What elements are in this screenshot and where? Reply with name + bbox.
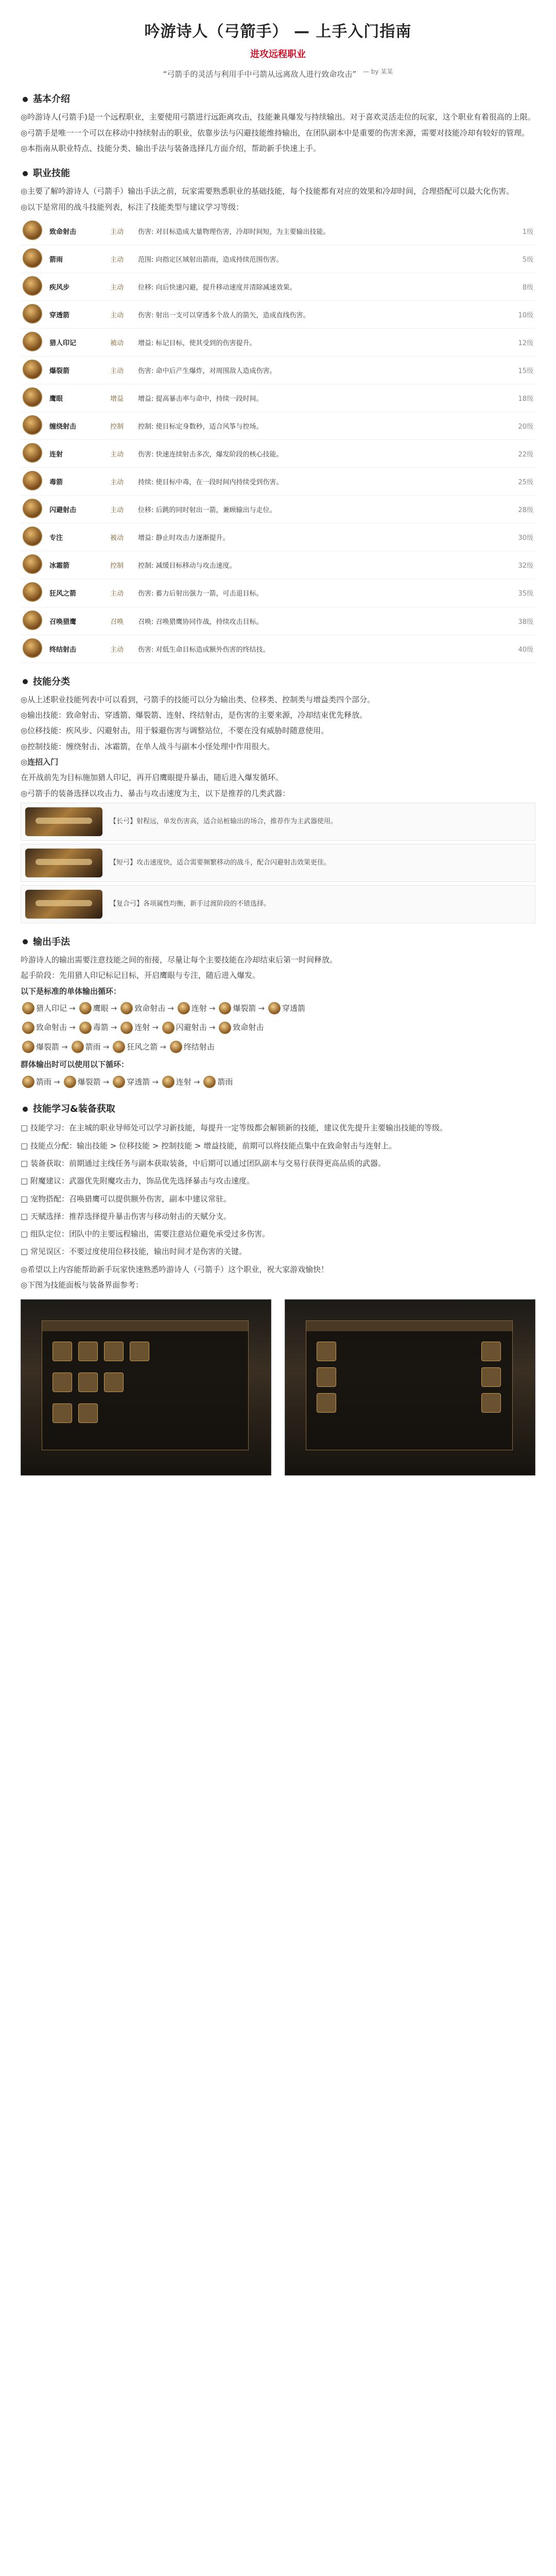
section-bullet-icon: [23, 939, 28, 944]
skill-name: 毒箭: [47, 468, 108, 496]
skill-desc: 伤害: 快速连续射击多次，爆发阶段的核心技能。: [136, 440, 511, 468]
skill-icon: [22, 1022, 34, 1034]
section-rotation-heading: [21, 935, 535, 950]
rotation-skill: 箭雨: [85, 1042, 101, 1052]
faq-item: □ 常见误区：不要过度使用位移技能，输出时间才是伤害的关键。: [21, 1247, 247, 1257]
skill-icon: [64, 1076, 76, 1088]
page-subtitle: 进攻远程职业: [250, 48, 306, 60]
skill-level: 28级: [511, 496, 535, 523]
rotation-skill: 穿透箭: [127, 1077, 150, 1087]
skill-name: 箭雨: [47, 245, 108, 273]
skill-row: [21, 496, 535, 523]
skill-name: 终结射击: [47, 635, 108, 663]
section-faq-heading: [21, 1101, 535, 1116]
skill-icon: [23, 554, 42, 574]
section-types-title: 技能分类: [33, 676, 70, 687]
bow-icon: [25, 849, 102, 877]
skill-row: [21, 523, 535, 551]
skill-tag: 主动: [108, 440, 136, 468]
skill-icon: [23, 443, 42, 463]
skill-tag: 控制: [108, 412, 136, 440]
screens-label: ◎下图为技能面板与装备界面参考：: [21, 1280, 144, 1290]
bow-icon: [25, 890, 102, 919]
rotation-skill: 猎人印记: [36, 1003, 67, 1013]
skill-name: 专注: [47, 523, 108, 551]
rotation-skill: 毒箭: [93, 1023, 109, 1032]
skill-level: 22级: [511, 440, 535, 468]
types-para: ◎控制技能：缠绕射击、冰霜箭，在单人战斗与副本小怪处理中作用很大。: [21, 741, 275, 751]
skill-desc: 伤害: 蓄力后射出强力一箭，可击退目标。: [136, 579, 511, 607]
arrow-icon: →: [69, 1023, 76, 1032]
quote-text: “弓箭手的灵活与利用手中弓箭从远离敌人进行致命攻击”: [163, 69, 357, 79]
rotation-skill: 终结射击: [183, 1042, 215, 1052]
skill-panel-screenshot: [21, 1299, 271, 1476]
skill-name: 鹰眼: [47, 384, 108, 412]
skill-icon: [23, 582, 42, 602]
closing-text: ◎希望以上内容能帮助新手玩家快速熟悉吟游诗人（弓箭手）这个职业，祝大家游戏愉快！: [21, 1264, 329, 1274]
skill-row: [21, 329, 535, 357]
arrow-icon: →: [110, 1023, 117, 1032]
skill-tag: 控制: [108, 551, 136, 579]
skill-level: 12级: [511, 329, 535, 357]
arrow-icon: →: [167, 1003, 174, 1013]
skill-icon: [23, 248, 42, 268]
skill-level: 30级: [511, 523, 535, 551]
skill-level: 10级: [511, 300, 535, 328]
skill-icon: [23, 499, 42, 518]
skill-tag: 主动: [108, 217, 136, 245]
skill-desc: 伤害: 射出一支可以穿透多个敌人的箭矢，造成直线伤害。: [136, 300, 511, 328]
gear-intro: ◎弓箭手的装备选择以攻击力、暴击与攻击速度为主，以下是推荐的几类武器：: [21, 788, 290, 798]
skill-desc: 持续: 使目标中毒，在一段时间内持续受到伤害。: [136, 468, 511, 496]
section-skills-heading: [21, 166, 535, 181]
types-para: ◎位移技能：疾风步、闪避射击，用于躲避伤害与调整站位，不要在没有威胁时随意使用。: [21, 726, 329, 736]
skill-icon: [22, 1041, 34, 1053]
section-types-heading: [21, 674, 535, 689]
intro-para: ◎弓箭手是唯一一个可以在移动中持续射击的职业，依靠步法与闪避技能维持输出，在团队副本中是重要的伤害来源，需要对技能冷却有较好的管理。: [21, 128, 530, 138]
section-skills-title: 职业技能: [33, 168, 70, 179]
skill-tag: 主动: [108, 468, 136, 496]
skill-icon: [72, 1041, 84, 1053]
types-para: ◎输出技能：致命射击、穿透箭、爆裂箭、连射、终结射击，是伤害的主要来源，冷却结束优先释放。: [21, 710, 368, 720]
skill-desc: 位移: 后跳的同时射出一箭，兼顾输出与走位。: [136, 496, 511, 523]
skill-name: 闪避射击: [47, 496, 108, 523]
rotation-skill: 爆裂箭: [77, 1077, 101, 1087]
skill-desc: 伤害: 命中后产生爆炸，对周围敌人造成伤害。: [136, 357, 511, 384]
skill-icon: [219, 1002, 231, 1014]
skill-row: [21, 384, 535, 412]
skill-icon: [23, 304, 42, 324]
skill-level: 32级: [511, 551, 535, 579]
arrow-icon: →: [102, 1077, 110, 1087]
rotation-skill: 穿透箭: [282, 1003, 305, 1013]
faq-item: □ 组队定位：团队中的主要远程输出，需要注意站位避免承受过多伤害。: [21, 1229, 270, 1239]
skill-level: 40级: [511, 635, 535, 663]
section-bullet-icon: [23, 679, 28, 684]
arrow-icon: →: [61, 1042, 68, 1052]
skill-icon: [79, 1022, 92, 1034]
skill-desc: 范围: 向指定区域射出箭雨，造成持续范围伤害。: [136, 245, 511, 273]
skill-icon: [23, 415, 42, 435]
skill-row: [21, 412, 535, 440]
faq-list: [21, 1122, 535, 1258]
gear-item: [21, 844, 535, 882]
section-bullet-icon: [23, 171, 28, 176]
rotation-skill: 连射: [134, 1023, 150, 1032]
rotation-skill: 箭雨: [36, 1077, 52, 1087]
rotation-skill: 爆裂箭: [36, 1042, 60, 1052]
arrow-icon: →: [69, 1003, 76, 1013]
skill-tag: 主动: [108, 245, 136, 273]
skill-tag: 增益: [108, 384, 136, 412]
skill-icon: [23, 221, 42, 240]
gear-item: [21, 803, 535, 841]
skill-tag: 主动: [108, 496, 136, 523]
skill-tag: 召唤: [108, 607, 136, 635]
rotation-skill: 致命射击: [134, 1003, 166, 1013]
rotation-cycles: [21, 1001, 535, 1056]
skill-desc: 伤害: 对目标造成大量物理伤害，冷却时间短，为主要输出技能。: [136, 217, 511, 245]
rotation-skill: 致命射击: [233, 1023, 264, 1032]
skill-name: 疾风步: [47, 273, 108, 300]
gear-text: 【长弓】射程远，单发伤害高，适合站桩输出的场合，推荐作为主武器使用。: [110, 818, 338, 826]
section-intro-title: 基本介绍: [33, 94, 70, 105]
skill-name: 狂风之箭: [47, 579, 108, 607]
skill-icon: [113, 1041, 125, 1053]
skills-intro-para: ◎以下是常用的战斗技能列表，标注了技能类型与建议学习等级：: [21, 202, 244, 212]
skill-name: 致命射击: [47, 217, 108, 245]
arrow-icon: →: [193, 1077, 200, 1087]
skill-row: [21, 245, 535, 273]
arrow-icon: →: [152, 1077, 159, 1087]
aoe-cycle: [21, 1074, 535, 1091]
rotation-skill: 鹰眼: [93, 1003, 109, 1013]
skill-icon: [268, 1002, 281, 1014]
arrow-icon: →: [208, 1003, 216, 1013]
arrow-icon: →: [258, 1003, 265, 1013]
skill-icon: [219, 1022, 231, 1034]
rotation-skill: 闪避射击: [176, 1023, 207, 1032]
rotation-para: 起手阶段：先用猎人印记标记目标，开启鹰眼与专注，随后进入爆发。: [21, 971, 260, 980]
page-title: 吟游诗人（弓箭手） — 上手入门指南: [144, 23, 412, 41]
skill-level: 20级: [511, 412, 535, 440]
skill-desc: 控制: 使目标定身数秒，适合风筝与控场。: [136, 412, 511, 440]
skill-desc: 控制: 减缓目标移动与攻击速度。: [136, 551, 511, 579]
types-para: ◎从上述职业技能列表中可以看到，弓箭手的技能可以分为输出类、位移类、控制类与增益类四个部分。: [21, 694, 375, 704]
rotation-row: [21, 1001, 535, 1017]
skill-icon: [120, 1002, 133, 1014]
skill-desc: 位移: 向后快速闪避，提升移动速度并清除减速效果。: [136, 273, 511, 300]
skill-icon: [23, 638, 42, 658]
skill-row: [21, 300, 535, 328]
section-intro-heading: [21, 92, 535, 107]
skill-icon: [23, 276, 42, 296]
gear-text: 【短弓】攻击速度快，适合需要频繁移动的战斗，配合闪避射击效果更佳。: [110, 859, 331, 867]
skill-desc: 召唤: 召唤猎鹰协同作战，持续攻击目标。: [136, 607, 511, 635]
skill-level: 25级: [511, 468, 535, 496]
faq-item: □ 宠物搭配：召唤猎鹰可以提供额外伤害，副本中建议常驻。: [21, 1194, 231, 1204]
faq-item: □ 附魔建议：武器优先附魔攻击力，饰品优先选择暴击与攻击速度。: [21, 1176, 254, 1186]
skill-icon: [162, 1022, 175, 1034]
skill-name: 召唤猎鹰: [47, 607, 108, 635]
skill-row: [21, 440, 535, 468]
rotation-row: [21, 1020, 535, 1036]
skill-name: 穿透箭: [47, 300, 108, 328]
arrow-icon: →: [110, 1003, 117, 1013]
intro-para: ◎吟游诗人(弓箭手)是一个远程职业，主要使用弓箭进行远距离攻击，技能兼具爆发与持续输出。对于喜欢灵活走位的玩家，这个职业有着很高的上限。: [21, 112, 535, 122]
skill-tag: 主动: [108, 579, 136, 607]
arrow-icon: →: [102, 1042, 110, 1052]
skill-icon: [23, 360, 42, 379]
skill-tag: 主动: [108, 300, 136, 328]
skill-level: 18级: [511, 384, 535, 412]
skill-icon: [113, 1076, 125, 1088]
skill-name: 猎人印记: [47, 329, 108, 357]
skill-row: [21, 635, 535, 663]
skill-icon: [203, 1076, 216, 1088]
cycle-label: 以下是标准的单体输出循环：: [21, 986, 121, 996]
gear-text: 【复合弓】各项属性均衡，新手过渡阶段的不错选择。: [110, 900, 271, 908]
rotation-row: [21, 1074, 535, 1091]
intro-para: ◎本指南从职业特点、技能分类、输出手法与装备选择几方面介绍，帮助新手快速上手。: [21, 143, 321, 153]
skill-desc: 伤害: 对低生命目标造成额外伤害的终结技。: [136, 635, 511, 663]
skill-row: [21, 468, 535, 496]
rotation-skill: 爆裂箭: [233, 1003, 256, 1013]
skill-tag: 主动: [108, 635, 136, 663]
arrow-icon: →: [160, 1042, 166, 1052]
rotation-skill: 狂风之箭: [127, 1042, 158, 1052]
skill-level: 5级: [511, 245, 535, 273]
skills-intro-para: ◎主要了解吟游诗人（弓箭手）输出手法之前，玩家需要熟悉职业的基础技能，每个技能都有对应的效果和冷却时间，合理搭配可以最大化伤害。: [21, 187, 514, 196]
skill-icon: [120, 1022, 133, 1034]
combo-title: ◎连招入门: [21, 757, 59, 767]
skill-row: [21, 217, 535, 245]
rotation-skill: 致命射击: [36, 1023, 67, 1032]
skill-desc: 增益: 提高暴击率与命中，持续一段时间。: [136, 384, 511, 412]
skill-name: 爆裂箭: [47, 357, 108, 384]
section-faq-title: 技能学习&装备获取: [33, 1104, 115, 1115]
skill-desc: 增益: 标记目标，使其受到的伤害提升。: [136, 329, 511, 357]
skill-icon: [23, 611, 42, 630]
faq-item: □ 技能学习：在主城的职业导师处可以学习新技能，每提升一定等级都会解锁新的技能，建议优先提升主要输出技能的等级。: [21, 1123, 447, 1133]
skill-row: [21, 357, 535, 384]
skill-tag: 主动: [108, 357, 136, 384]
skill-level: 15级: [511, 357, 535, 384]
faq-item: □ 天赋选择：推荐选择提升暴击伤害与移动射击的天赋分支。: [21, 1211, 231, 1221]
reference-screens: [21, 1299, 535, 1476]
rotation-para: 吟游诗人的输出需要注意技能之间的衔接，尽量让每个主要技能在冷却结束后第一时间释放。: [21, 955, 338, 964]
skill-desc: 增益: 静止时攻击力逐渐提升。: [136, 523, 511, 551]
section-rotation-title: 输出手法: [33, 936, 70, 947]
rotation-row: [21, 1039, 535, 1056]
skill-icon: [22, 1002, 34, 1014]
faq-item: □ 技能点分配：输出技能 > 位移技能 > 控制技能 > 增益技能，前期可以将技能点集中在致命射击与连射上。: [21, 1141, 397, 1150]
skill-icon: [23, 332, 42, 351]
skill-tag: 被动: [108, 523, 136, 551]
skill-tag: 被动: [108, 329, 136, 357]
quote-signature: — by 某某: [362, 67, 393, 75]
gear-item: [21, 885, 535, 923]
skill-icon: [23, 471, 42, 490]
skill-icon: [79, 1002, 92, 1014]
intro-quote: [21, 67, 535, 80]
skill-icon: [170, 1041, 182, 1053]
skill-icon: [23, 387, 42, 407]
guide-page: [21, 0, 535, 1496]
skill-level: 1级: [511, 217, 535, 245]
faq-item: □ 装备获取：前期通过主线任务与副本获取装备，中后期可以通过团队副本与交易行获得更高品质的武器。: [21, 1158, 386, 1168]
skill-name: 缠绕射击: [47, 412, 108, 440]
skill-row: [21, 273, 535, 300]
section-bullet-icon: [23, 1107, 28, 1112]
arrow-icon: →: [208, 1023, 216, 1032]
rotation-skill: 箭雨: [217, 1077, 233, 1087]
skill-level: 8级: [511, 273, 535, 300]
skill-tag: 主动: [108, 273, 136, 300]
skill-icon: [23, 527, 42, 546]
skill-row: [21, 607, 535, 635]
skill-name: 连射: [47, 440, 108, 468]
arrow-icon: →: [152, 1023, 159, 1032]
rotation-skill: 连射: [191, 1003, 207, 1013]
skill-row: [21, 551, 535, 579]
arrow-icon: →: [54, 1077, 60, 1087]
skill-table: [21, 217, 535, 663]
combo-text: 在开战前先为目标施加猎人印记，再开启鹰眼提升暴击，随后进入爆发循环。: [21, 773, 284, 783]
bow-icon: [25, 807, 102, 836]
rotation-skill: 连射: [176, 1077, 192, 1087]
section-bullet-icon: [23, 97, 28, 102]
skill-icon: [178, 1002, 190, 1014]
equipment-screenshot: [285, 1299, 535, 1476]
skill-level: 35级: [511, 579, 535, 607]
skill-row: [21, 579, 535, 607]
skill-name: 冰霜箭: [47, 551, 108, 579]
aoe-label: 群体输出时可以使用以下循环：: [21, 1060, 129, 1070]
skill-icon: [22, 1076, 34, 1088]
skill-icon: [162, 1076, 175, 1088]
skill-level: 38级: [511, 607, 535, 635]
